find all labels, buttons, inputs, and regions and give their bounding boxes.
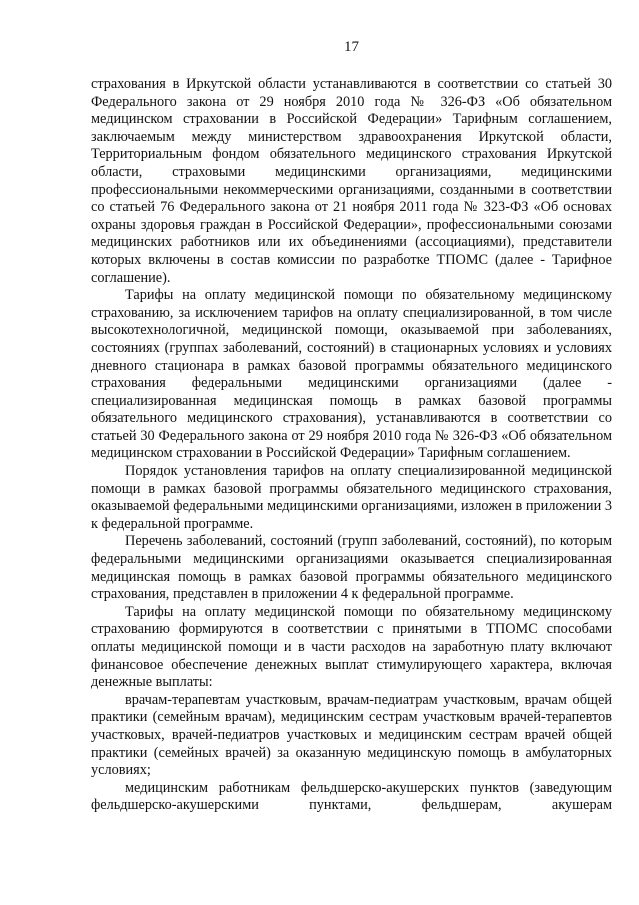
paragraph-tariff-formation: Тарифы на оплату медицинской помощи по обязательному медицинскому страхованию формируются в соответствии с принятыми в ТПОМС способами оплаты медицинской помощи и в части расходов на заработную плату включают финансовое обеспечение денежных выплат стимулирующего характера, включая денежные выплаты:: [91, 603, 612, 691]
page-number: 17: [344, 39, 359, 55]
paragraph-doctors-payments: врачам-терапевтам участковым, врачам-педиатрам участковым, врачам общей практики (семейным врачам), медицинским сестрам участковым врачей-терапевтов участковых, врачей-педиатров участковых и медицинским сестрам врачей общей практики (семейных врачей) за оказанную медицинскую помощь в амбулаторных условиях;: [91, 691, 612, 779]
paragraph-tariff-agreement: страхования в Иркутской области устанавливаются в соответствии со статьей 30 Федерального закона от 29 ноября 2010 года № 326-ФЗ «Об обязательном медицинском страховании в Российской Федерации» Тарифным соглашением, заключаемым между министерством здравоохранения Иркутской области, Территориальным фондом обязательного медицинского страхования Иркутской области, страховыми медицинскими организациями, медицинскими профессиональными некоммерческими организациями, созданными в соответствии со статьей 76 Федерального закона от 21 ноября 2011 года № 323-ФЗ «Об основах охраны здоровья граждан в Российской Федерации», профессиональными союзами медицинских работников или их объединениями (ассоциациями), представители которых включены в состав комиссии по разработке ТПОМС (далее - Тарифное соглашение).: [91, 76, 612, 286]
paragraph-tariffs-exclusion: Тарифы на оплату медицинской помощи по обязательному медицинскому страхованию, за исключением тарифов на оплату специализированной, в том числе высокотехнологичной, медицинской помощи, оказываемой при заболеваниях, состояниях (группах заболеваний, состояний) в стационарных условиях и условиях дневного стационара в рамках базовой программы обязательного медицинского страхования федеральными медицинскими организациями (далее - специализированная медицинская помощь в рамках базовой программы обязательного медицинского страхования), устанавливаются в соответствии со статьей 30 Федерального закона от 29 ноября 2010 года № 326-ФЗ «Об обязательном медицинском страховании в Российской Федерации» Тарифным соглашением.: [91, 287, 612, 462]
paragraph-feldsher-staff: медицинским работникам фельдшерско-акушерских пунктов (заведующим фельдшерско-акушерскими пунктами, фельдшерам, акушерам: [91, 779, 612, 814]
paragraph-disease-list: Перечень заболеваний, состояний (групп заболеваний, состояний), по которым федеральными медицинскими организациями оказывается специализированная медицинская помощь в рамках базовой программы обязательного медицинского страхования, представлен в приложении 4 к федеральной программе.: [91, 533, 612, 603]
paragraph-tariff-procedure: Порядок установления тарифов на оплату специализированной медицинской помощи в рамках базовой программы обязательного медицинского страхования, оказываемой федеральными медицинскими организациями, изложен в приложении 3 к федеральной программе.: [91, 463, 612, 532]
